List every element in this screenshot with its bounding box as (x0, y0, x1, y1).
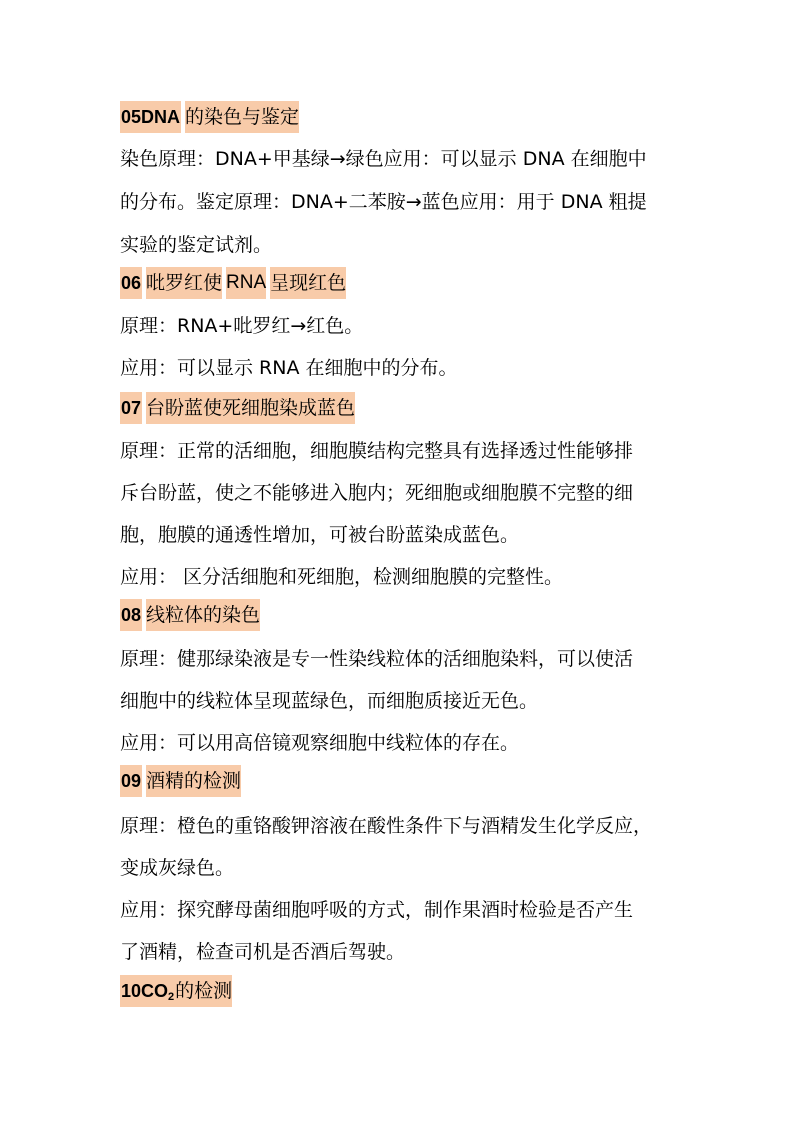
section-07-body-line-1: 原理：正常的活细胞，细胞膜结构完整具有选择透过性能够排 (120, 440, 634, 462)
section-08-heading (120, 599, 260, 627)
section-05-number: 05DNA (120, 101, 181, 133)
section-10-number-text: 10CO (121, 981, 169, 1001)
section-06-body-line-1: 原理：RNA+吡罗红→红色。 (120, 315, 364, 337)
section-08-body-line-3: 应用：可以用高倍镜观察细胞中线粒体的存在。 (120, 732, 520, 754)
section-05-body-line-1: 染色原理：DNA+甲基绿→绿色应用：可以显示 DNA 在细胞中 (120, 148, 647, 170)
section-05-heading (120, 101, 299, 129)
section-07-body-line-2: 斥台盼蓝，使之不能够进入胞内；死细胞或细胞膜不完整的细 (120, 482, 634, 504)
section-06-heading (120, 267, 346, 295)
section-06-title-part3: 呈现红色 (270, 267, 346, 299)
section-06-body-line-2: 应用：可以显示 RNA 在细胞中的分布。 (120, 357, 458, 379)
section-09-body-line-3: 应用：探究酵母菌细胞呼吸的方式，制作果酒时检验是否产生 (120, 899, 634, 921)
section-05-body-line-2: 的分布。鉴定原理：DNA+二苯胺→蓝色应用：用于 DNA 粗提 (120, 191, 647, 213)
section-07-body-line-3: 胞，胞膜的通透性增加，可被台盼蓝染成蓝色。 (120, 524, 520, 546)
section-08-body-line-1: 原理：健那绿染液是专一性染线粒体的活细胞染料，可以使活 (120, 648, 634, 670)
section-05-body-line-3: 实验的鉴定试剂。 (120, 234, 273, 256)
section-10-number (120, 975, 175, 1007)
section-07-body-line-4: 应用： 区分活细胞和死细胞，检测细胞膜的完整性。 (120, 566, 564, 588)
section-05-title: 的染色与鉴定 (185, 101, 299, 133)
section-09-number: 09 (120, 765, 142, 797)
section-10-heading (120, 975, 232, 1003)
section-10-title: 的检测 (175, 975, 232, 1007)
section-10-number-subscript: 2 (168, 991, 175, 1003)
section-09-title: 酒精的检测 (146, 765, 241, 797)
section-09-body-line-4: 了酒精，检查司机是否酒后驾驶。 (120, 941, 406, 963)
section-06-title-part2: RNA (226, 267, 266, 299)
section-07-number: 07 (120, 392, 142, 424)
section-08-number: 08 (120, 599, 142, 631)
section-06-title-part1: 吡罗红使 (146, 267, 222, 299)
section-07-title: 台盼蓝使死细胞染成蓝色 (146, 392, 355, 424)
section-08-body-line-2: 细胞中的线粒体呈现蓝绿色，而细胞质接近无色。 (120, 690, 539, 712)
section-09-body-line-1: 原理：橙色的重铬酸钾溶液在酸性条件下与酒精发生化学反应， (120, 815, 653, 837)
section-08-title: 线粒体的染色 (146, 599, 260, 631)
section-07-heading (120, 392, 355, 420)
section-06-number: 06 (120, 267, 142, 299)
section-09-body-line-2: 变成灰绿色。 (120, 857, 235, 879)
section-09-heading (120, 765, 241, 793)
